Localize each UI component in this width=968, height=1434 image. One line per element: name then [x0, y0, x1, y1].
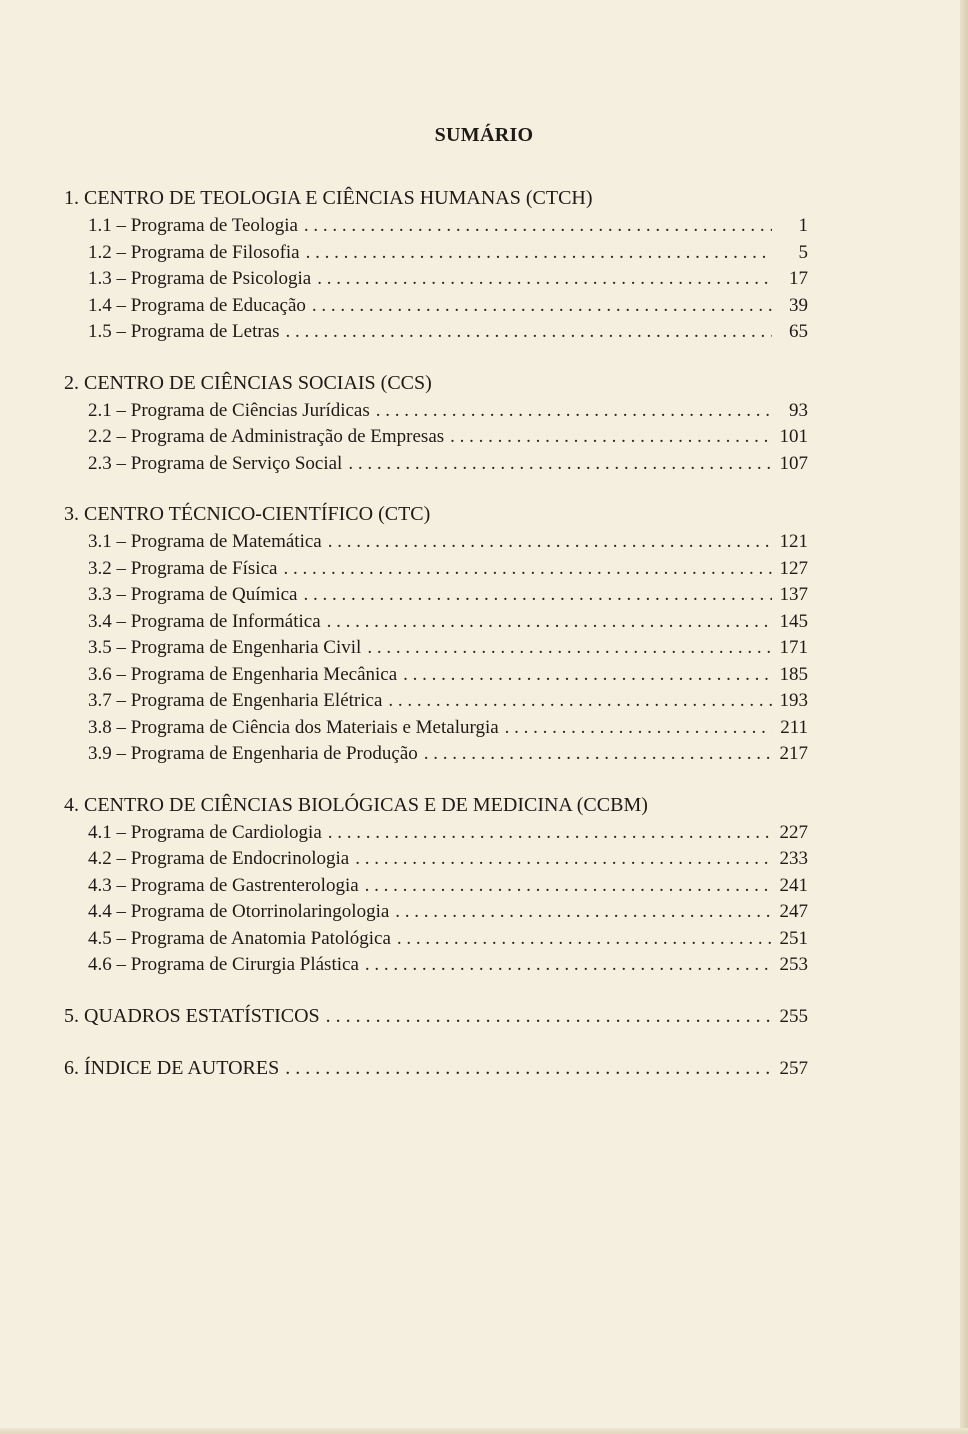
entry-page-number: 107 — [779, 452, 808, 474]
entry-label: 3.6 – Programa de Engenharia Mecânica — [88, 663, 398, 685]
dot-leader — [303, 582, 772, 609]
page-edge — [960, 0, 968, 1434]
toc-entry[interactable] — [64, 424, 808, 451]
toc-section-indice-de-autores[interactable] — [64, 1053, 808, 1083]
dot-leader — [285, 1053, 772, 1083]
entry-label: 2.3 – Programa de Serviço Social — [88, 452, 343, 474]
entry-label: 4.6 – Programa de Cirurgia Plástica — [88, 954, 359, 975]
section-spacer — [64, 768, 808, 790]
entry-page-number: 1 — [798, 215, 808, 236]
toc-entry[interactable] — [64, 741, 808, 768]
entry-page-number: 247 — [779, 901, 808, 922]
entry-page-number: 17 — [789, 268, 808, 289]
dot-leader — [388, 688, 772, 715]
toc-entry[interactable] — [64, 529, 808, 556]
entry-label: 4.1 – Programa de Cardiologia — [88, 821, 322, 843]
entry-label: 2.2 – Programa de Administração de Empresas — [88, 426, 445, 447]
dot-leader — [283, 556, 772, 583]
entry-page-number: 65 — [789, 321, 808, 342]
dot-leader — [304, 213, 772, 240]
entry-label: 3.7 – Programa de Engenharia Elétrica — [88, 690, 383, 711]
dot-leader — [367, 635, 772, 662]
page-title: SUMÁRIO — [434, 124, 534, 146]
dot-leader — [328, 529, 772, 556]
toc-entry[interactable] — [64, 846, 808, 873]
dot-leader — [376, 398, 772, 425]
entry-label: 3.4 – Programa de Informática — [88, 610, 321, 632]
entry-label: 1.1 – Programa de Teologia — [88, 215, 298, 236]
dot-leader — [397, 926, 772, 953]
entry-label: 1.3 – Programa de Psicologia — [88, 268, 312, 289]
entry-page-number: 137 — [779, 584, 808, 605]
dot-leader — [306, 240, 772, 267]
entry-page-number: 257 — [779, 1057, 808, 1079]
entry-label: 3.2 – Programa de Física — [88, 557, 278, 579]
dot-leader — [395, 899, 772, 926]
toc-entry[interactable] — [64, 293, 808, 320]
toc-entry[interactable] — [64, 266, 808, 293]
entry-page-number: 253 — [779, 954, 808, 975]
toc-entry[interactable] — [64, 926, 808, 953]
dot-leader — [424, 741, 772, 768]
page-bottom-edge — [0, 1428, 968, 1434]
section-heading: 2. CENTRO DE CIÊNCIAS SOCIAIS (CCS) — [64, 371, 432, 394]
dot-leader — [365, 952, 772, 979]
entry-page-number: 241 — [779, 874, 808, 896]
toc-entry[interactable] — [64, 213, 808, 240]
entry-label: 4.2 – Programa de Endocrinologia — [88, 848, 350, 869]
toc-entry[interactable] — [64, 899, 808, 926]
section-heading: 3. CENTRO TÉCNICO-CIENTÍFICO (CTC) — [64, 503, 431, 525]
entry-label: 6. ÍNDICE DE AUTORES — [64, 1056, 280, 1079]
toc-entry[interactable] — [64, 952, 808, 979]
entry-label: 3.5 – Programa de Engenharia Civil — [88, 637, 362, 658]
toc-entry[interactable] — [64, 556, 808, 583]
entry-label: 5. QUADROS ESTATÍSTICOS — [64, 1004, 320, 1027]
entry-label: 3.3 – Programa de Química — [88, 584, 298, 605]
entry-page-number: 171 — [779, 637, 808, 658]
dot-leader — [327, 609, 772, 636]
entry-page-number: 185 — [779, 663, 808, 685]
entry-page-number: 121 — [779, 531, 808, 552]
toc-entry[interactable] — [64, 319, 808, 346]
toc-entry[interactable] — [64, 820, 808, 847]
toc-entry[interactable] — [64, 451, 808, 478]
dot-leader — [286, 319, 772, 346]
dot-leader — [450, 424, 772, 451]
dot-leader — [505, 715, 772, 742]
dot-leader — [348, 451, 772, 478]
dot-leader — [403, 662, 772, 689]
toc-entry[interactable] — [64, 688, 808, 715]
entry-label: 3.1 – Programa de Matemática — [88, 531, 322, 552]
toc-entry[interactable] — [64, 582, 808, 609]
entry-page-number: 39 — [789, 294, 808, 316]
dot-leader — [328, 820, 772, 847]
entry-page-number: 255 — [779, 1005, 808, 1027]
entry-label: 3.8 – Programa de Ciência dos Materiais e Metalurgia — [88, 716, 499, 738]
entry-label: 1.2 – Programa de Filosofia — [88, 241, 300, 263]
toc-entry[interactable] — [64, 715, 808, 742]
entry-label: 1.5 – Programa de Letras — [88, 321, 280, 342]
dot-leader — [312, 293, 772, 320]
section-spacer — [64, 1031, 808, 1053]
toc-section-ccs — [64, 368, 808, 478]
entry-label: 4.4 – Programa de Otorrinolaringologia — [88, 901, 390, 922]
toc-entry[interactable] — [64, 398, 808, 425]
entry-page-number: 211 — [780, 716, 808, 738]
entry-label: 4.5 – Programa de Anatomia Patológica — [88, 927, 391, 949]
entry-label: 2.1 – Programa de Ciências Jurídicas — [88, 399, 370, 421]
dot-leader — [355, 846, 772, 873]
toc-section-ccbm — [64, 790, 808, 979]
entry-page-number: 5 — [798, 241, 808, 263]
section-heading: 4. CENTRO DE CIÊNCIAS BIOLÓGICAS E DE MEDICINA (CCBM) — [64, 793, 648, 816]
toc-section-quadros-estatisticos[interactable] — [64, 1001, 808, 1031]
table-of-contents — [64, 183, 808, 1083]
toc-entry[interactable] — [64, 662, 808, 689]
entry-page-number: 145 — [779, 610, 808, 632]
dot-leader — [326, 1001, 772, 1031]
toc-entry[interactable] — [64, 240, 808, 267]
toc-entry[interactable] — [64, 609, 808, 636]
dot-leader — [317, 266, 772, 293]
entry-page-number: 251 — [779, 927, 808, 949]
toc-section-ctc — [64, 499, 808, 768]
toc-entry[interactable] — [64, 635, 808, 662]
toc-section-ctch — [64, 183, 808, 346]
entry-page-number: 101 — [779, 426, 808, 447]
dot-leader — [365, 873, 772, 900]
entry-label: 4.3 – Programa de Gastrenterologia — [88, 874, 359, 896]
section-spacer — [64, 477, 808, 499]
section-heading: 1. CENTRO DE TEOLOGIA E CIÊNCIAS HUMANAS (CTCH) — [64, 187, 593, 209]
entry-page-number: 93 — [789, 399, 808, 421]
entry-page-number: 227 — [779, 821, 808, 843]
section-spacer — [64, 979, 808, 1001]
entry-label: 3.9 – Programa de Engenharia de Produção — [88, 743, 418, 764]
toc-entry[interactable] — [64, 873, 808, 900]
section-spacer — [64, 346, 808, 368]
entry-page-number: 127 — [779, 557, 808, 579]
entry-label: 1.4 – Programa de Educação — [88, 294, 306, 316]
entry-page-number: 217 — [779, 743, 808, 764]
entry-page-number: 193 — [779, 690, 808, 711]
entry-page-number: 233 — [779, 848, 808, 869]
